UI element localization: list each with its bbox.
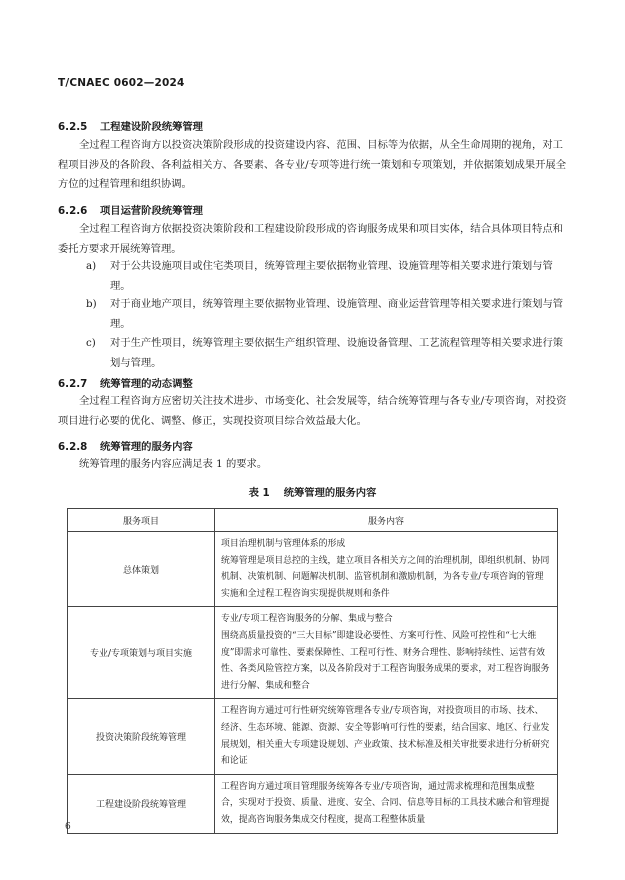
list-marker: a)	[86, 260, 97, 272]
section-number: 6.2.7	[58, 378, 88, 390]
list-text: 对于商业地产项目，统筹管理主要依据物业管理、设施管理、商业运营管理等相关要求进行策划与管理。	[110, 298, 564, 330]
content-text: 围绕高质量投资的“三大目标”即建设必要性、方案可行性、风险可控性和“七大维度”即需求可靠性、要素保障性、工程可行性、财务合理性、影响持续性、运营有效性、各类风险管控方案，以及各阶段对于工程咨询服务成果的要求，对工程咨询服务进行分解、集成和整合	[221, 630, 550, 691]
list-item-b	[86, 295, 568, 334]
paragraph-text: 全过程工程咨询方应密切关注技术进步、市场变化、社会发展等，结合统筹管理与各专业/专项咨询，对投资项目进行必要的优化、调整、修正，实现投资项目综合效益最大化。	[58, 395, 567, 427]
table-row	[68, 607, 558, 699]
section-title: 统筹管理的服务内容	[100, 441, 193, 453]
table-row	[68, 699, 558, 774]
paragraph-6-2-5	[58, 136, 568, 195]
service-item-cell: 专业/专项策划与项目实施	[68, 607, 215, 699]
section-number: 6.2.8	[58, 441, 88, 453]
paragraph-6-2-7	[58, 392, 568, 431]
service-content-cell	[215, 699, 558, 774]
content-text: 工程咨询方通过可行性研究统筹管理各专业/专项咨询，对投资项目的市场、技术、经济、生态环境、能源、资源、安全等影响可行性的要素，结合国家、地区、行业发展规划，相关重大专项建设规划、产业政策、技术标准及相关审批要求进行分析研究和论证	[221, 706, 550, 767]
paragraph-6-2-6	[58, 220, 568, 259]
table-caption	[0, 484, 625, 499]
service-content-cell	[215, 532, 558, 607]
table-header-row	[68, 509, 558, 532]
standard-code: T/CNAEC 0602—2024	[58, 77, 185, 89]
list-item-a	[86, 257, 568, 296]
content-subtitle: 项目治理机制与管理体系的形成	[221, 539, 346, 549]
list-text: 对于公共设施项目或住宅类项目，统筹管理主要依据物业管理、设施管理等相关要求进行策划与管理。	[110, 260, 553, 292]
service-content-table	[67, 508, 558, 834]
paragraph-6-2-8	[58, 455, 568, 475]
content-text: 统筹管理是项目总控的主线，建立项目各相关方之间的治理机制，即组织机制、协同机制、决策机制、问题解决机制、监管机制和激励机制，为各专业/专项咨询的管理实施和全过程工程咨询实现提供规则和条件	[221, 555, 550, 599]
content-text: 工程咨询方通过项目管理服务统筹各专业/专项咨询，通过需求梳理和范围集成整合，实现对于投资、质量、进度、安全、合同、信息等目标的工具技术融合和管理提效，提高咨询服务集成交付程度，提高工程整体质量	[221, 781, 550, 825]
section-title: 统筹管理的动态调整	[100, 378, 193, 390]
list-marker: c)	[86, 337, 96, 349]
table-row	[68, 774, 558, 833]
column-header-service-content: 服务内容	[215, 509, 558, 532]
column-header-service-item: 服务项目	[68, 509, 215, 532]
service-content-cell	[215, 774, 558, 833]
table-caption-title: 统筹管理的服务内容	[283, 487, 377, 499]
table-row	[68, 532, 558, 607]
section-heading-6-2-7	[58, 375, 193, 390]
section-title: 工程建设阶段统筹管理	[100, 121, 203, 133]
service-item-cell: 投资决策阶段统筹管理	[68, 699, 215, 774]
page-number: 6	[65, 822, 71, 832]
section-heading-6-2-5	[58, 118, 203, 133]
section-heading-6-2-6	[58, 202, 203, 217]
section-number: 6.2.6	[58, 205, 88, 217]
list-item-c	[86, 334, 568, 373]
service-item-cell: 总体策划	[68, 532, 215, 607]
content-subtitle: 专业/专项工程咨询服务的分解、集成与整合	[221, 614, 393, 625]
service-content-cell	[215, 607, 558, 699]
list-marker: b)	[86, 298, 97, 310]
section-number: 6.2.5	[58, 121, 88, 133]
list-text: 对于生产性项目，统筹管理主要依据生产组织管理、设施设备管理、工艺流程管理等相关要求进行策划与管理。	[110, 337, 564, 369]
paragraph-text: 统筹管理的服务内容应满足表 1 的要求。	[79, 458, 268, 470]
paragraph-text: 全过程工程咨询方依据投资决策阶段和工程建设阶段形成的咨询服务成果和项目实体，结合具体项目特点和委托方要求开展统筹管理。	[58, 223, 563, 255]
section-heading-6-2-8	[58, 438, 193, 453]
service-item-cell: 工程建设阶段统筹管理	[68, 774, 215, 833]
table-caption-number: 表 1	[248, 487, 270, 499]
section-title: 项目运营阶段统筹管理	[100, 205, 203, 217]
paragraph-text: 全过程工程咨询方以投资决策阶段形成的投资建设内容、范围、目标等为依据，从全生命周期的视角，对工程项目涉及的各阶段、各利益相关方、各要素、各专业/专项等进行统一策划和专项策划，并依据策划成果开展全方位的过程管理和组织协调。	[58, 139, 567, 190]
